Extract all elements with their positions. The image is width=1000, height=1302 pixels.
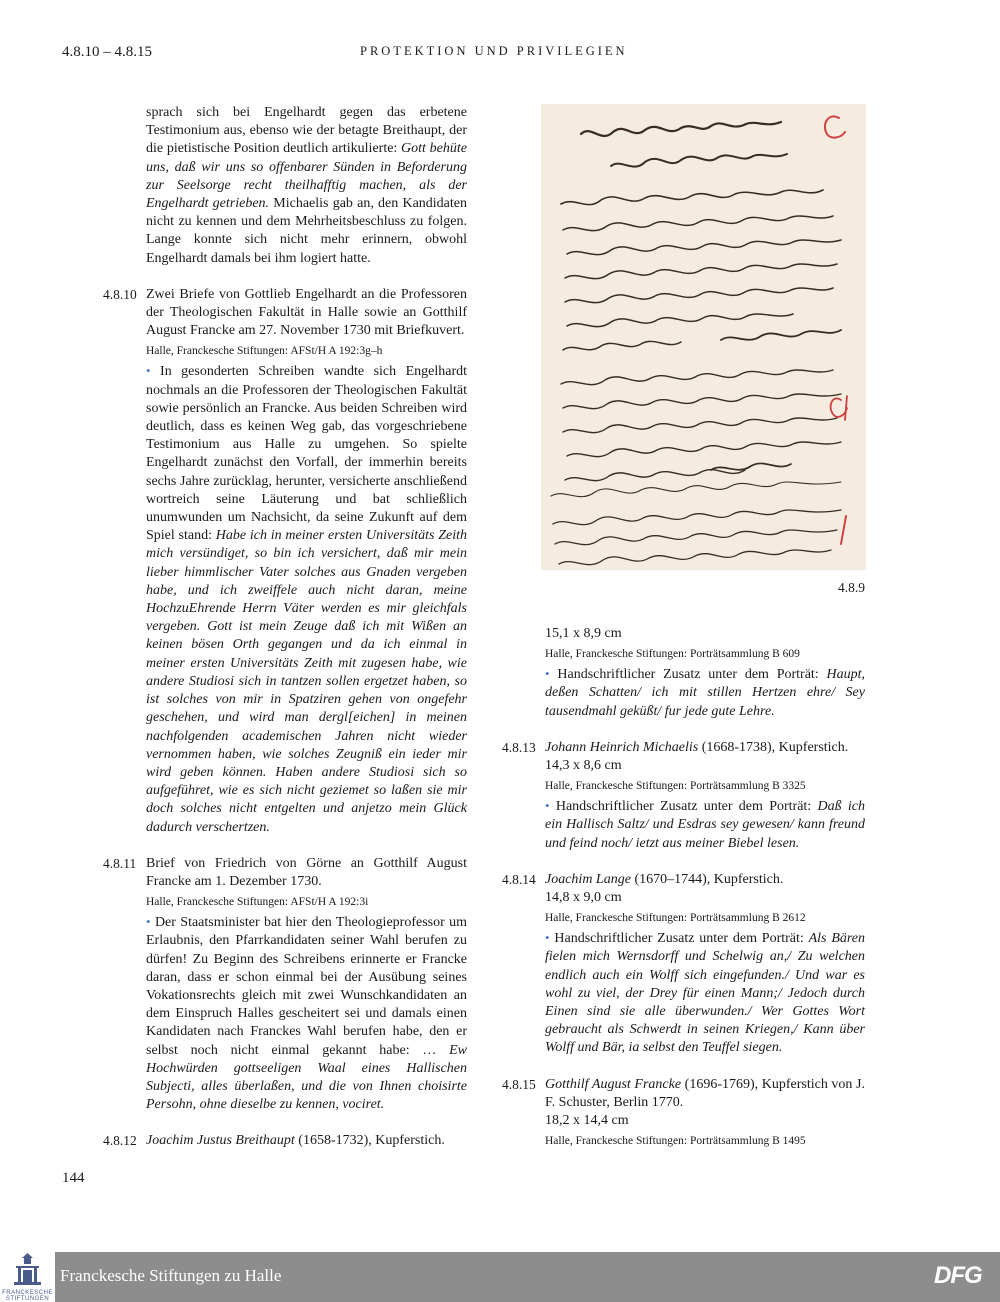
entry-description: • In gesonderten Schreiben wandte sich Engelhardt nochmals an die Professoren der Theologischen Fakultät sowie persönlich an Francke. Aus beiden Schreiben wird deutlich, dass es keinen Weg gab, das vorgeschriebene Testimonium aus Halle zu umgehen. So spielte Engelhardt zunächst den Vorfall, der immerhin bereits sechs Jahre zurücklag, herunter, versicherte anschließend wortreich seine Läuterung und bat schließlich unumwunden um Nachsicht, da seine Zukunft auf dem Spiel stand: Habe ich in meiner ersten Universitäts Zeith mich versündiget, so bin ich versichert, daß mir mein lieber himmlischer Vater solches aus Gnaden vergeben habe, und ich zweiffele auch nicht daran, meine HochzuEhrende Herrn Väter werden es mir gleichfals vergeben. Gott ist mein Zeuge daß ich mit Wißen an keinen bösen Orth gegangen und da ich einmal in meiner ersten Universitäts Zeith mit zugesen habe, wie andere Studiosi sich in tantzen sollen ergetzet haben, so ist solches von mir in Spatziren gehen von ongefehr geschehen, und wird man dergl[eichen] in meinen nachfolgenden academischen Jahren nicht wieder vernommen haben, wie solches Zeugniß ein ieder mir wird geben können. Haben andere Studiosi sich so aufgeführet, wie es sich nicht geziemet so laßen sie mir doch solches nicht entgelten und anjetzo mein Glück dadurch verschertzen. bbox=[146, 363, 468, 835]
handwritten-letter-image bbox=[541, 104, 866, 570]
entry-title: Joachim Justus Breithaupt (1658-1732), Kupferstich. bbox=[146, 1133, 445, 1149]
bullet-icon: • bbox=[545, 930, 550, 946]
entry-source: Halle, Franckesche Stiftungen: AFSt/H A 192:3i bbox=[146, 896, 369, 909]
entry-4-8-12-continued bbox=[502, 625, 865, 721]
entry-4-8-11 bbox=[103, 855, 467, 1115]
entry-number: 4.8.13 bbox=[502, 739, 536, 755]
entry-dimensions: 14,3 x 8,6 cm bbox=[545, 758, 622, 774]
running-header-title: PROTEKTION UND PRIVILEGIEN bbox=[360, 44, 628, 58]
entry-source: Halle, Franckesche Stiftungen: AFSt/H A 192:3g–h bbox=[146, 345, 383, 358]
dfg-logo[interactable]: DFG bbox=[934, 1262, 982, 1289]
entry-title: Joachim Lange (1670–1744), Kupferstich. bbox=[545, 871, 784, 887]
entry-4-8-12 bbox=[103, 1132, 467, 1150]
entry-description: • Handschriftlicher Zusatz unter dem Porträt: Haupt, deßen Schatten/ ich mit stillen Hertzen ehre/ Sey tausendmahl geküßt/ fur jede gute Lehre. bbox=[545, 666, 866, 719]
entry-dimensions: 15,1 x 8,9 cm bbox=[545, 626, 622, 641]
footer-logo-text: FRANCKESCHE STIFTUNGEN bbox=[2, 1290, 53, 1302]
entry-4-8-14 bbox=[502, 871, 865, 1058]
entry-title: Brief von Friedrich von Görne an Gotthilf August Francke am 1. Dezember 1730. bbox=[146, 855, 467, 889]
entry-dimensions: 18,2 x 14,4 cm bbox=[545, 1113, 629, 1129]
entry-number: 4.8.14 bbox=[502, 871, 536, 887]
footer-bar bbox=[0, 1252, 1000, 1302]
entry-description: • Handschriftlicher Zusatz unter dem Porträt: Daß ich ein Hallisch Saltz/ und Esdras sey gewesen/ kann freund und feind noch/ ietzt aus meiner Biebel lesen. bbox=[545, 798, 865, 851]
entry-number: 4.8.10 bbox=[103, 286, 137, 302]
franckesche-stiftungen-logo-icon bbox=[0, 1252, 55, 1290]
entry-description: • Der Staatsminister bat hier den Theologieprofessor um Erlaubnis, den Pfarrkandidaten seiner Wahl berufen zu dürfen! Zu Beginn des Schreibens erinnerte er Francke daran, dass er schon einmal bei der Ausübung seines Vokationsrechts gleich mit zwei Wunschkandidaten an dem Einspruch Halles gescheitert sei und damals einen Kandidaten nach Franckes Wahl berufen habe, den er selbst noch nicht einmal gekannt habe: … Ew Hochwürden gottseeligen Waal eines Hallischen Subjecti, alles überlaßen, und die von Ihnen choisirte Persohn, ohne dieselbe zu kennen, vociret. bbox=[146, 914, 468, 1113]
entry-source: Halle, Franckesche Stiftungen: Porträtsammlung B 2612 bbox=[545, 912, 806, 925]
entry-4-8-15 bbox=[502, 1076, 865, 1150]
left-column bbox=[103, 104, 467, 1151]
entry-dimensions: 14,8 x 9,0 cm bbox=[545, 890, 622, 906]
entry-source: Halle, Franckesche Stiftungen: Porträtsammlung B 609 bbox=[545, 648, 800, 661]
entry-title: Johann Heinrich Michaelis (1668-1738), Kupferstich. bbox=[545, 739, 849, 755]
entry-number: 4.8.11 bbox=[103, 855, 137, 871]
figure-label: 4.8.9 bbox=[838, 580, 865, 595]
bullet-icon: • bbox=[545, 666, 550, 682]
bullet-icon: • bbox=[146, 914, 151, 930]
entry-number: 4.8.15 bbox=[502, 1076, 536, 1092]
entry-4-8-10 bbox=[103, 286, 467, 837]
page-number: 144 bbox=[62, 1170, 85, 1186]
entry-4-8-13 bbox=[502, 739, 865, 853]
bullet-icon: • bbox=[146, 363, 151, 379]
intro-paragraph: sprach sich bei Engelhardt gegen das erbetene Testimonium aus, ebenso wie der betagte Breithaupt, der die pietistische Position deutlich artikulierte: Gott behüte uns, daß wir uns so offenbarer Sünden in Beforderung zur Seelsorge recht theilhafftig machen, als der Engelhardt getrieben. Michaelis gab an, den Kandidaten nicht zu kennen und dem Mehrheitsbeschluss zu folgen. Lange konnte sich nicht mehr erinnern, obwohl Engelhardt damals bei ihm logiert hatte. bbox=[146, 105, 467, 266]
bullet-icon: • bbox=[545, 798, 550, 814]
entry-source: Halle, Franckesche Stiftungen: Porträtsammlung B 1495 bbox=[545, 1135, 806, 1148]
entry-description: • Handschriftlicher Zusatz unter dem Porträt: Als Bären fielen mich Wernsdorff und Schelwig an,/ Zu welchen endlich auch ein Wolff sich eingefunden./ Und war es wohl zu viel, der Drey für einen Mann;/ Jedoch durch Einen sind sie alle überwunden./ Wer Gottes Wort gebraucht als Schwerdt in seinen Kriegen,/ Kann über Wolff und Bär, ia selbst den Teuffel siegen. bbox=[545, 930, 866, 1056]
footer-logo[interactable] bbox=[0, 1252, 55, 1302]
entry-source: Halle, Franckesche Stiftungen: Porträtsammlung B 3325 bbox=[545, 780, 806, 793]
entry-number: 4.8.12 bbox=[103, 1133, 137, 1149]
running-header-range: 4.8.10 – 4.8.15 bbox=[62, 44, 152, 60]
entry-title: Gotthilf August Francke (1696-1769), Kupferstich von J. F. Schuster, Berlin 1770. bbox=[545, 1076, 865, 1110]
figure-handwritten-letter bbox=[541, 104, 866, 570]
entry-title: Zwei Briefe von Gottlieb Engelhardt an die Professoren der Theologischen Fakultät in Halle sowie an Gotthilf August Francke am 27. November 1730 mit Briefkuvert. bbox=[146, 286, 467, 339]
right-column bbox=[502, 625, 865, 1149]
footer-title[interactable]: Franckesche Stiftungen zu Halle bbox=[60, 1266, 282, 1285]
